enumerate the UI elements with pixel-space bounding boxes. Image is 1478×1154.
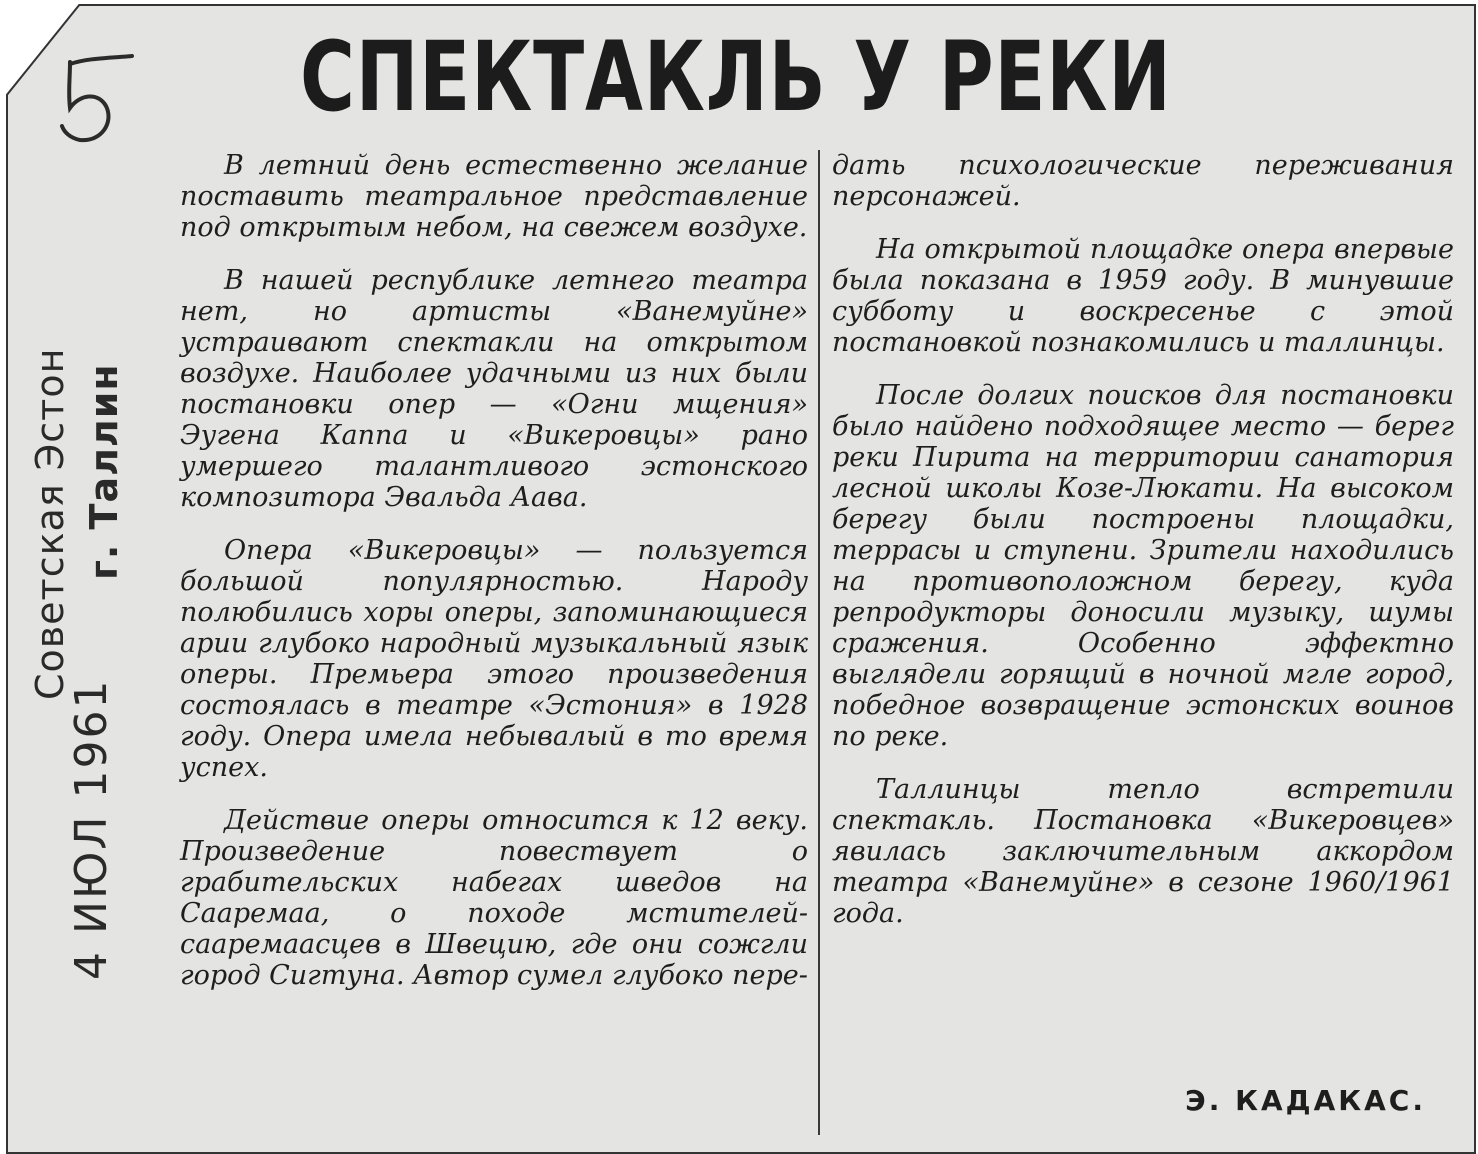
column-divider bbox=[818, 150, 820, 1135]
handwritten-number-mark bbox=[40, 50, 140, 150]
article-headline: СПЕКТАКЛЬ У РЕКИ bbox=[300, 21, 1172, 133]
stamp-date: 4 ИЮЛ 1961 bbox=[66, 678, 117, 980]
paragraph: В летний день естественно желание поставить театральное представление под открытым небом, на свежем воздухе. bbox=[180, 150, 808, 243]
date-stamp bbox=[20, 290, 126, 1050]
article-column-left bbox=[180, 150, 808, 1013]
author-byline: Э. КАДАКАС. bbox=[1185, 1084, 1426, 1117]
paragraph: Опера «Викеровцы» — пользуется большой популярностью. Народу полюбились хоры оперы, запоминающиеся арии глубоко народный музыкальный язык оперы. Премьера этого произведения состоялась в театре «Эстония» в 1928 году. Опера имела небывалый в то время успех. bbox=[180, 535, 808, 783]
paragraph-continuation: дать психологические переживания персонажей. bbox=[832, 150, 1454, 212]
paragraph: В нашей республике летнего театра нет, но артисты «Ванемуйне» устраивают спектакли на открытом воздухе. Наиболее удачными из них были постановки опер — «Огни мщения» Эугена Каппа и «Викеровцы» рано умершего талантливого эстонского композитора Эвальда Аава. bbox=[180, 265, 808, 513]
article-column-right bbox=[832, 150, 1454, 951]
stamp-publication: Советская Эстон bbox=[28, 347, 72, 700]
paragraph: На открытой площадке опера впервые была показана в 1959 году. В минувшие субботу и воскресенье с этой постановкой познакомились и таллинцы. bbox=[832, 234, 1454, 358]
stamp-city: г. Таллин bbox=[82, 363, 126, 580]
paragraph: Таллинцы тепло встретили спектакль. Постановка «Викеровцев» явилась заключительным аккордом театра «Ванемуйне» в сезоне 1960/1961 года. bbox=[832, 774, 1454, 929]
paragraph: Действие оперы относится к 12 веку. Произведение повествует о грабительских набегах шведов на Сааремаа, о походе мстителей-сааремаасцев в Швецию, где они сожгли город Сигтуна. Автор сумел глубоко пере- bbox=[180, 805, 808, 991]
paragraph: После долгих поисков для постановки было найдено подходящее место — берег реки Пирита на территории санатория лесной школы Козе-Люкати. На высоком берегу были построены площадки, террасы и ступени. Зрители находились на противоположном берегу, куда репродукторы доносили музыку, шумы сражения. Особенно эффектно выглядели горящий в ночной мгле город, победное возвращение эстонских воинов по реке. bbox=[832, 380, 1454, 752]
